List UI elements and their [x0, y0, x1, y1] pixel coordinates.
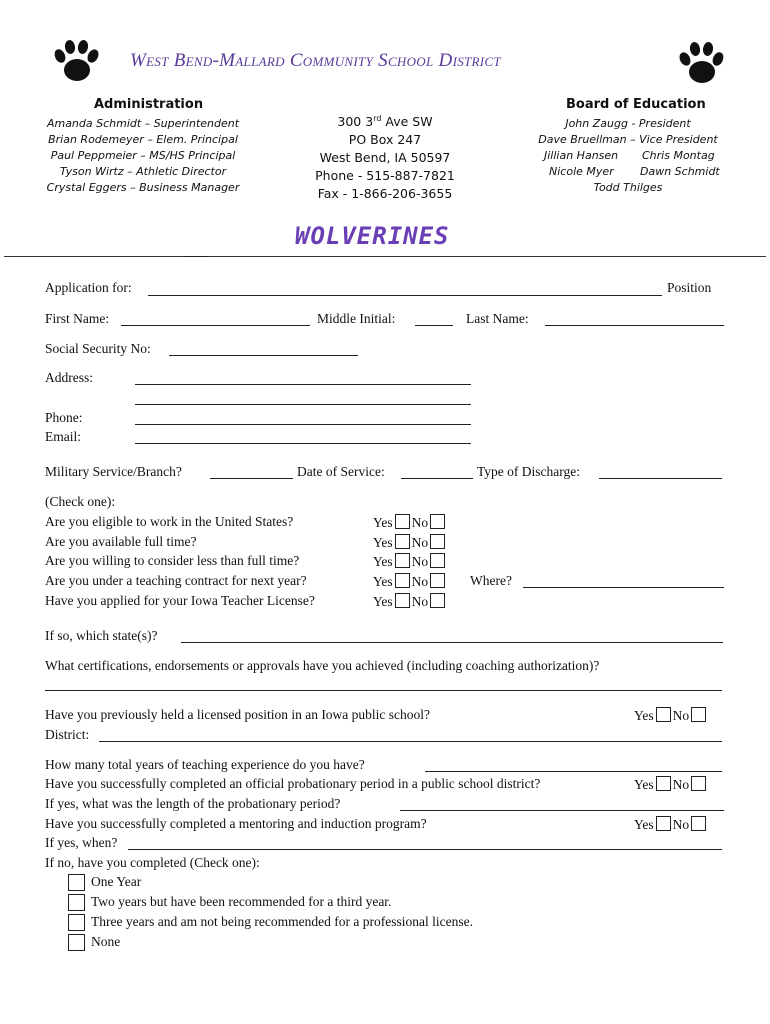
board-member: Dave Bruellman – Vice President: [538, 133, 718, 146]
yes-checkbox[interactable]: [395, 514, 410, 529]
address-field-line2[interactable]: [135, 404, 471, 405]
if-no-label: If no, have you completed (Check one):: [45, 855, 260, 870]
question-less-than-full-time: Are you willing to consider less than full time?: [45, 553, 300, 568]
staff-member: Amanda Schmidt – Superintendent: [46, 117, 240, 130]
board-member: Jillian Hansen: [544, 149, 619, 162]
no-checkbox[interactable]: [430, 514, 445, 529]
yes-no-teaching-contract: Yes No: [373, 573, 447, 590]
yes-checkbox[interactable]: [395, 534, 410, 549]
ssn-label: Social Security No:: [45, 341, 151, 356]
no-checkbox[interactable]: [430, 573, 445, 588]
yes-no-licensed: Yes No: [634, 707, 708, 724]
check-one-label: (Check one):: [45, 494, 116, 509]
address-field-line1[interactable]: [135, 384, 471, 385]
yes-checkbox[interactable]: [395, 573, 410, 588]
board-members-list: [530, 116, 726, 196]
phone-label: Phone:: [45, 410, 83, 425]
years-experience-field[interactable]: [425, 771, 722, 772]
application-for-label: Application for:: [45, 280, 132, 295]
yes-checkbox[interactable]: [395, 553, 410, 568]
district-title: West Bend-Mallard Community School District: [130, 50, 501, 71]
city-state-zip: West Bend, IA 50597: [319, 150, 451, 166]
no-checkbox[interactable]: [691, 816, 706, 831]
yes-checkbox[interactable]: [656, 707, 671, 722]
no-checkbox[interactable]: [430, 534, 445, 549]
staff-member: Crystal Eggers – Business Manager: [46, 181, 240, 194]
no-checkbox[interactable]: [430, 553, 445, 568]
fax-number: Fax - 1-866-206-3655: [317, 186, 453, 202]
phone-field[interactable]: [135, 424, 471, 425]
option-two-years-checkbox[interactable]: [68, 894, 85, 911]
middle-initial-field[interactable]: [415, 325, 453, 326]
yes-no-iowa-license: Yes No: [373, 593, 447, 610]
email-field[interactable]: [135, 443, 471, 444]
last-name-field[interactable]: [545, 325, 724, 326]
district-label: District:: [45, 727, 90, 742]
where-field[interactable]: [523, 587, 724, 588]
date-of-service-label: Date of Service:: [297, 464, 385, 479]
yes-checkbox[interactable]: [656, 776, 671, 791]
military-label: Military Service/Branch?: [45, 464, 182, 479]
option-two-years-label: Two years but have been recommended for a third year.: [91, 894, 392, 909]
question-eligible: Are you eligible to work in the United States?: [45, 514, 294, 529]
ssn-field[interactable]: [169, 355, 358, 356]
mascot-title: WOLVERINES: [295, 222, 450, 250]
option-three-years-label: Three years and am not being recommended for a professional license.: [91, 914, 473, 929]
staff-member: Brian Rodemeyer – Elem. Principal: [48, 133, 238, 146]
board-member: Chris Montag: [642, 149, 715, 162]
board-member: Todd Thilges: [593, 181, 663, 194]
header-divider: [4, 256, 766, 257]
option-none-checkbox[interactable]: [68, 934, 85, 951]
years-experience-label: How many total years of teaching experience do you have?: [45, 757, 365, 772]
po-box: PO Box 247: [348, 132, 422, 148]
probation-length-label: If yes, what was the length of the probationary period?: [45, 796, 341, 811]
yes-no-less-than-full-time: Yes No: [373, 553, 447, 570]
option-one-year-label: One Year: [91, 874, 142, 889]
states-label: If so, which state(s)?: [45, 628, 158, 643]
certifications-field[interactable]: [45, 690, 722, 691]
yes-checkbox[interactable]: [395, 593, 410, 608]
states-field[interactable]: [181, 642, 723, 643]
certifications-label: What certifications, endorsements or approvals have you achieved (including coaching authorization)?: [45, 658, 600, 673]
no-checkbox[interactable]: [691, 776, 706, 791]
staff-member: Paul Peppmeier – MS/HS Principal: [50, 149, 236, 162]
when-label: If yes, when?: [45, 835, 118, 850]
yes-checkbox[interactable]: [656, 816, 671, 831]
discharge-field[interactable]: [599, 478, 722, 479]
yes-no-eligible: Yes No: [373, 514, 447, 531]
district-field[interactable]: [99, 741, 722, 742]
board-member: John Zaugg - President: [565, 117, 691, 130]
option-one-year-checkbox[interactable]: [68, 874, 85, 891]
probation-length-field[interactable]: [400, 810, 724, 811]
board-member: Nicole Myer: [549, 165, 614, 178]
paw-logo-icon: [50, 36, 102, 88]
option-none-label: None: [91, 934, 121, 949]
military-field[interactable]: [210, 478, 293, 479]
address-label: Address:: [45, 370, 93, 385]
probation-question: Have you successfully completed an official probationary period in a public school district?: [45, 776, 541, 791]
question-full-time: Are you available full time?: [45, 534, 197, 549]
yes-no-probation: Yes No: [634, 776, 708, 793]
street-address: 300 3rd Ave SW: [337, 114, 433, 130]
board-member: Dawn Schmidt: [640, 165, 720, 178]
first-name-field[interactable]: [121, 325, 310, 326]
option-three-years-checkbox[interactable]: [68, 914, 85, 931]
position-label: Position: [667, 280, 712, 295]
question-iowa-license: Have you applied for your Iowa Teacher License?: [45, 593, 315, 608]
no-checkbox[interactable]: [691, 707, 706, 722]
administration-staff-list: [40, 116, 246, 196]
no-checkbox[interactable]: [430, 593, 445, 608]
when-field[interactable]: [128, 849, 722, 850]
application-for-field[interactable]: [148, 295, 662, 296]
phone-number: Phone - 515-887-7821: [315, 168, 455, 184]
yes-no-full-time: Yes No: [373, 534, 447, 551]
where-label: Where?: [470, 573, 512, 588]
email-label: Email:: [45, 429, 81, 444]
board-heading: Board of Education: [566, 97, 706, 112]
yes-no-mentoring: Yes No: [634, 816, 708, 833]
middle-initial-label: Middle Initial:: [317, 311, 396, 326]
last-name-label: Last Name:: [466, 311, 529, 326]
mentoring-question: Have you successfully completed a mentoring and induction program?: [45, 816, 427, 831]
administration-heading: Administration: [94, 97, 204, 112]
staff-member: Tyson Wirtz – Athletic Director: [59, 165, 227, 178]
question-teaching-contract: Are you under a teaching contract for next year?: [45, 573, 307, 588]
paw-logo-icon: [676, 38, 728, 90]
district-address: [300, 110, 470, 203]
discharge-label: Type of Discharge:: [477, 464, 581, 479]
licensed-position-label: Have you previously held a licensed position in an Iowa public school?: [45, 707, 431, 722]
date-of-service-field[interactable]: [401, 478, 473, 479]
first-name-label: First Name:: [45, 311, 110, 326]
